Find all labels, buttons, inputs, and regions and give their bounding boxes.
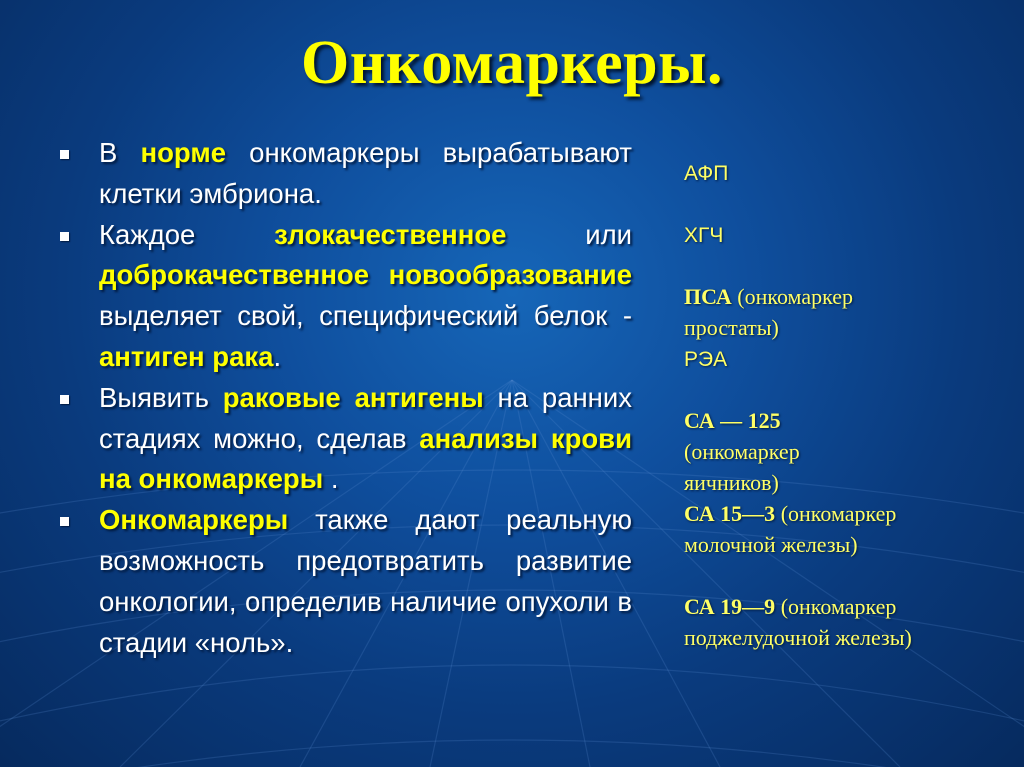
bullet-square-icon <box>60 395 69 404</box>
marker-item <box>684 405 894 498</box>
bullet-text: или <box>506 218 632 250</box>
bullet-square-icon <box>60 517 69 526</box>
bullet-list <box>60 133 632 663</box>
marker-code: ХГЧ <box>684 224 724 247</box>
bullet-text: также дают реальную возможность предотвратить развитие онкологии, определив наличие опухоли в стадии «ноль». <box>99 504 632 658</box>
highlighted-text: раковые антигены <box>222 381 484 413</box>
bullet-text: Каждое <box>99 218 275 250</box>
highlighted-text: доброкачественное новообразование <box>99 259 632 291</box>
marker-code: РЭА <box>684 348 728 371</box>
marker-code: СА 15—3 <box>684 501 776 526</box>
marker-item <box>684 281 894 343</box>
highlighted-text: анализы крови на онкомаркеры <box>99 422 632 495</box>
bullet-square-icon <box>60 150 69 159</box>
bullet-text: на ранних стадиях можно, сделав <box>99 381 632 454</box>
bullet-text: Выявить <box>99 381 223 413</box>
marker-note: (онкомаркер поджелудочной железы) <box>684 594 912 650</box>
marker-item <box>684 498 964 560</box>
marker-code: АФП <box>684 162 729 185</box>
bullet-text: В <box>99 137 141 168</box>
marker-note: (онкомаркер молочной железы) <box>684 501 897 557</box>
bullet-item <box>60 378 632 500</box>
marker-code: ПСА <box>684 284 732 309</box>
marker-code: СА — 125 <box>684 408 781 433</box>
marker-code: СА 19—9 <box>684 594 776 619</box>
highlighted-text: Онкомаркеры <box>99 504 289 536</box>
bullet-text: онкомаркеры вырабатывают клетки эмбриона. <box>99 137 632 209</box>
marker-note: (онкомаркер яичников) <box>684 439 800 495</box>
highlighted-text: норме <box>140 137 226 168</box>
marker-item <box>684 157 728 189</box>
slide-title: Онкомаркеры. <box>300 29 724 97</box>
marker-note: (онкомаркер простаты) <box>684 284 853 340</box>
bullet-square-icon <box>60 232 69 241</box>
marker-item <box>684 343 727 375</box>
bullet-item <box>60 133 632 215</box>
bullet-text: . <box>273 340 282 372</box>
bullet-item <box>60 500 632 663</box>
bullet-text: . <box>323 463 339 495</box>
marker-item <box>684 591 964 653</box>
highlighted-text: антиген рака <box>99 340 274 372</box>
marker-item <box>684 219 723 251</box>
bullet-item <box>60 215 632 378</box>
highlighted-text: злокачественное <box>274 218 507 250</box>
bullet-text: выделяет свой, специфический белок - <box>99 300 632 332</box>
